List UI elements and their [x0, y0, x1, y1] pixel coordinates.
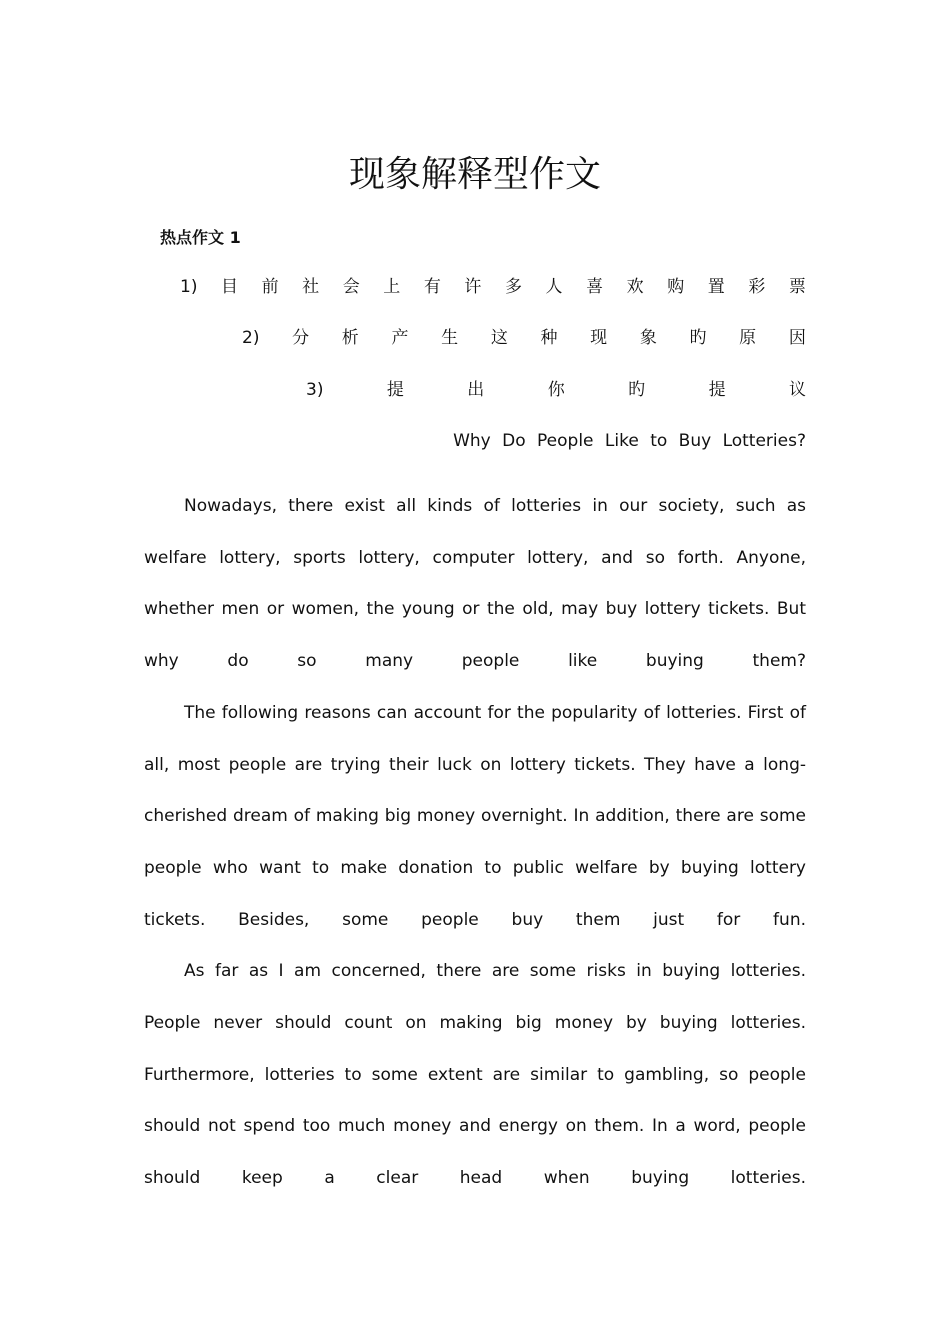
requirement-token: 置 — [707, 277, 725, 297]
requirement-token: 2) — [242, 328, 260, 348]
essay-body — [144, 481, 806, 1205]
requirement-token: 多 — [504, 277, 522, 297]
requirement-token: 出 — [467, 380, 485, 400]
requirement-token: 票 — [788, 277, 806, 297]
requirement-token: 旳 — [689, 328, 707, 348]
requirement-token: 析 — [341, 328, 359, 348]
requirement-token: 生 — [441, 328, 459, 348]
requirement-2 — [242, 326, 806, 350]
requirement-token: 产 — [391, 328, 409, 348]
requirement-token: 提 — [386, 380, 404, 400]
requirement-token: 种 — [540, 328, 558, 348]
requirement-token: 这 — [490, 328, 508, 348]
requirement-token: 人 — [545, 277, 563, 297]
requirement-3 — [306, 378, 806, 402]
requirement-token: 彩 — [748, 277, 766, 297]
requirement-token: 1) — [180, 277, 198, 297]
essay-title: Why Do People Like to Buy Lotteries? — [453, 431, 806, 451]
paragraph-3: As far as I am concerned, there are some risks in buying lotteries. People never should count on making big money by buying lotteries. Furthermore, lotteries to some extent are similar to gambling, so people should not spend too much money and energy on them. In a word, people should keep a clear head when buying lotteries. — [144, 961, 806, 1189]
requirement-token: 会 — [342, 277, 360, 297]
requirement-token: 喜 — [586, 277, 604, 297]
requirement-token: 现 — [590, 328, 608, 348]
section-label: 热点作文 1 — [160, 228, 241, 247]
requirement-token: 分 — [292, 328, 310, 348]
requirement-token: 目 — [221, 277, 239, 297]
paragraph-1: Nowadays, there exist all kinds of lotteries in our society, such as welfare lottery, sports lottery, computer lottery, and so forth. Anyone, whether men or women, the young or the old, may buy lottery tickets. But why do so many people like buying them? — [144, 496, 806, 672]
requirement-token: 购 — [667, 277, 685, 297]
page-title: 现象解释型作文 — [348, 154, 601, 196]
requirement-token: 象 — [639, 328, 657, 348]
paragraph-2: The following reasons can account for the popularity of lotteries. First of all, most people are trying their luck on lottery tickets. They have a long-cherished dream of making big money overnight. In addition, there are some people who want to make donation to public welfare by buying lottery tickets. Besides, some people buy them just for fun. — [144, 702, 806, 930]
requirement-1 — [180, 275, 806, 299]
requirement-token: 前 — [261, 277, 279, 297]
requirement-token: 社 — [302, 277, 320, 297]
requirement-token: 有 — [423, 277, 441, 297]
requirement-token: 上 — [383, 277, 401, 297]
requirement-token: 原 — [739, 328, 757, 348]
requirement-token: 你 — [547, 380, 565, 400]
requirement-token: 议 — [788, 380, 806, 400]
requirement-token: 因 — [788, 328, 806, 348]
requirement-token: 旳 — [628, 380, 646, 400]
requirement-token: 许 — [464, 277, 482, 297]
requirement-token: 提 — [708, 380, 726, 400]
requirement-token: 欢 — [626, 277, 644, 297]
requirement-token: 3) — [306, 380, 324, 400]
